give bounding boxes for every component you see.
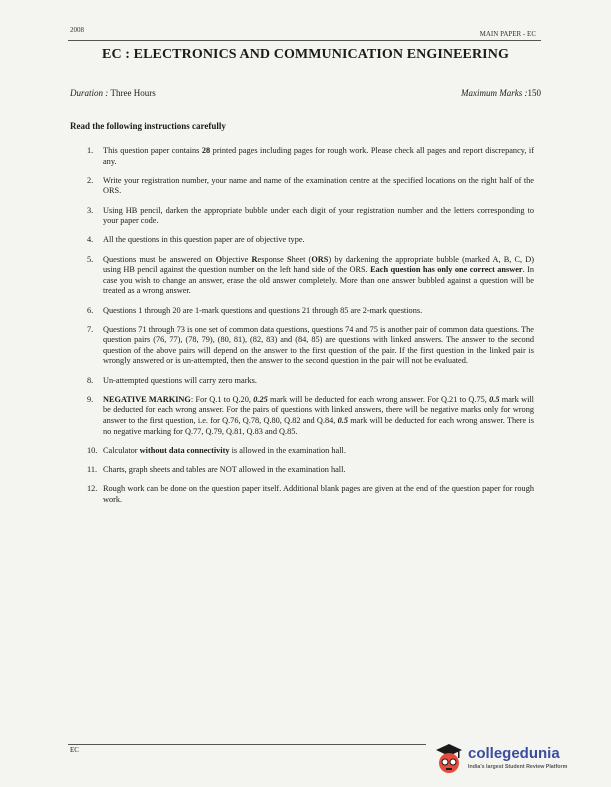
instruction-text: This question paper contains 28 printed pages including pages for rough work. Please check all pages and report discrepancy, if any.	[103, 146, 534, 166]
instruction-text: Rough work can be done on the question paper itself. Additional blank pages are given at the end of the question paper for rough work.	[103, 484, 534, 504]
instruction-text: Questions 71 through 73 is one set of common data questions, questions 74 and 75 is another pair of common data questions. The question pairs (76, 77), (78, 79), (80, 81), (82, 83) and (84, 85) are questions with linked answers. The answer to the second question of the above pairs will depend on the answer to the first question of the pair. If the first question in the linked pair is wrongly answered or is un-attempted, then the answer to the second question in the pair will not be evaluated.	[103, 324, 534, 366]
instruction-item	[88, 235, 534, 246]
header-paper: MAIN PAPER - EC	[479, 30, 536, 38]
instruction-item	[88, 206, 534, 227]
instruction-text: Write your registration number, your name and name of the examination centre at the specified locations on the right half of the ORS.	[103, 175, 534, 196]
instruction-item	[88, 465, 534, 476]
instruction-text: All the questions in this question paper are of objective type.	[103, 235, 305, 245]
instruction-item	[88, 484, 534, 505]
instruction-item	[88, 376, 534, 387]
instruction-number: 1.	[87, 146, 94, 155]
instructions-list	[88, 146, 534, 514]
instruction-number: 8.	[87, 375, 94, 385]
duration-value: Three Hours	[110, 88, 156, 98]
instruction-item	[88, 146, 534, 167]
instruction-text: Questions 1 through 20 are 1-mark questions and questions 21 through 85 are 2-mark questions.	[103, 305, 423, 315]
instruction-item	[88, 446, 534, 457]
instruction-text: Using HB pencil, darken the appropriate bubble under each digit of your registration number and the letters corresponding to your paper code.	[103, 205, 534, 226]
instruction-number: 5.	[87, 254, 94, 264]
maximum-marks	[461, 88, 541, 98]
instruction-text: Calculator without data connectivity is allowed in the examination hall.	[103, 445, 346, 455]
duration-label: Duration :	[70, 88, 109, 98]
instruction-item	[88, 325, 534, 367]
instruction-item	[88, 176, 534, 197]
instruction-number: 6.	[87, 305, 94, 315]
instruction-number: 2.	[87, 175, 94, 185]
footer-divider	[68, 744, 426, 745]
instruction-item	[88, 395, 534, 437]
brand-tagline: India's largest Student Review Platform	[468, 764, 568, 770]
header-year: 2008	[70, 26, 84, 34]
instruction-number: 9.	[87, 394, 94, 404]
instruction-number: 4.	[87, 235, 94, 245]
instruction-text: Charts, graph sheets and tables are NOT allowed in the examination hall.	[103, 465, 346, 474]
marks-value: 150	[527, 88, 541, 98]
duration	[70, 88, 156, 98]
instruction-number: 11.	[87, 465, 98, 474]
instruction-item	[88, 255, 534, 297]
instructions-heading: Read the following instructions carefully	[70, 121, 226, 131]
instruction-text: NEGATIVE MARKING: For Q.1 to Q.20, 0.25 mark will be deducted for each wrong answer. For Q.21 to Q.75, 0.5 mark will be deducted for each wrong answer. For the pairs of questions with linked answers, there will be negative marks only for wrong answer to the first question, i.e. for Q.76, Q.78, Q.80, Q.82 and Q.84, 0.5 mark will be deducted for each wrong answer. There is no negative marking for Q.77, Q.79, Q.81, Q.83 and Q.85.	[103, 394, 534, 436]
instruction-number: 3.	[87, 205, 94, 215]
instruction-number: 12.	[87, 484, 98, 494]
instruction-number: 7.	[87, 324, 94, 334]
instruction-text: Un-attempted questions will carry zero marks.	[103, 375, 257, 385]
marks-label: Maximum Marks :	[461, 88, 528, 98]
instruction-number: 10.	[87, 445, 98, 455]
graduate-icon	[432, 741, 466, 779]
instruction-item	[88, 306, 534, 317]
instruction-text: Questions must be answered on Objective Response Sheet (ORS) by darkening the appropriate bubble (marked A, B, C, D) using HB pencil against the question number on the left hand side of the ORS. Each question has only one correct answer. In case you wish to change an answer, erase the old answer completely. More than one answer bubbled against a question will be treated as a wrong answer.	[103, 254, 534, 296]
brand-name: collegedunia	[468, 745, 560, 762]
page-title: EC : ELECTRONICS AND COMMUNICATION ENGINEERING	[102, 47, 509, 62]
watermark-logo	[432, 741, 582, 781]
header-divider	[68, 40, 541, 41]
footer-code: EC	[70, 746, 79, 754]
